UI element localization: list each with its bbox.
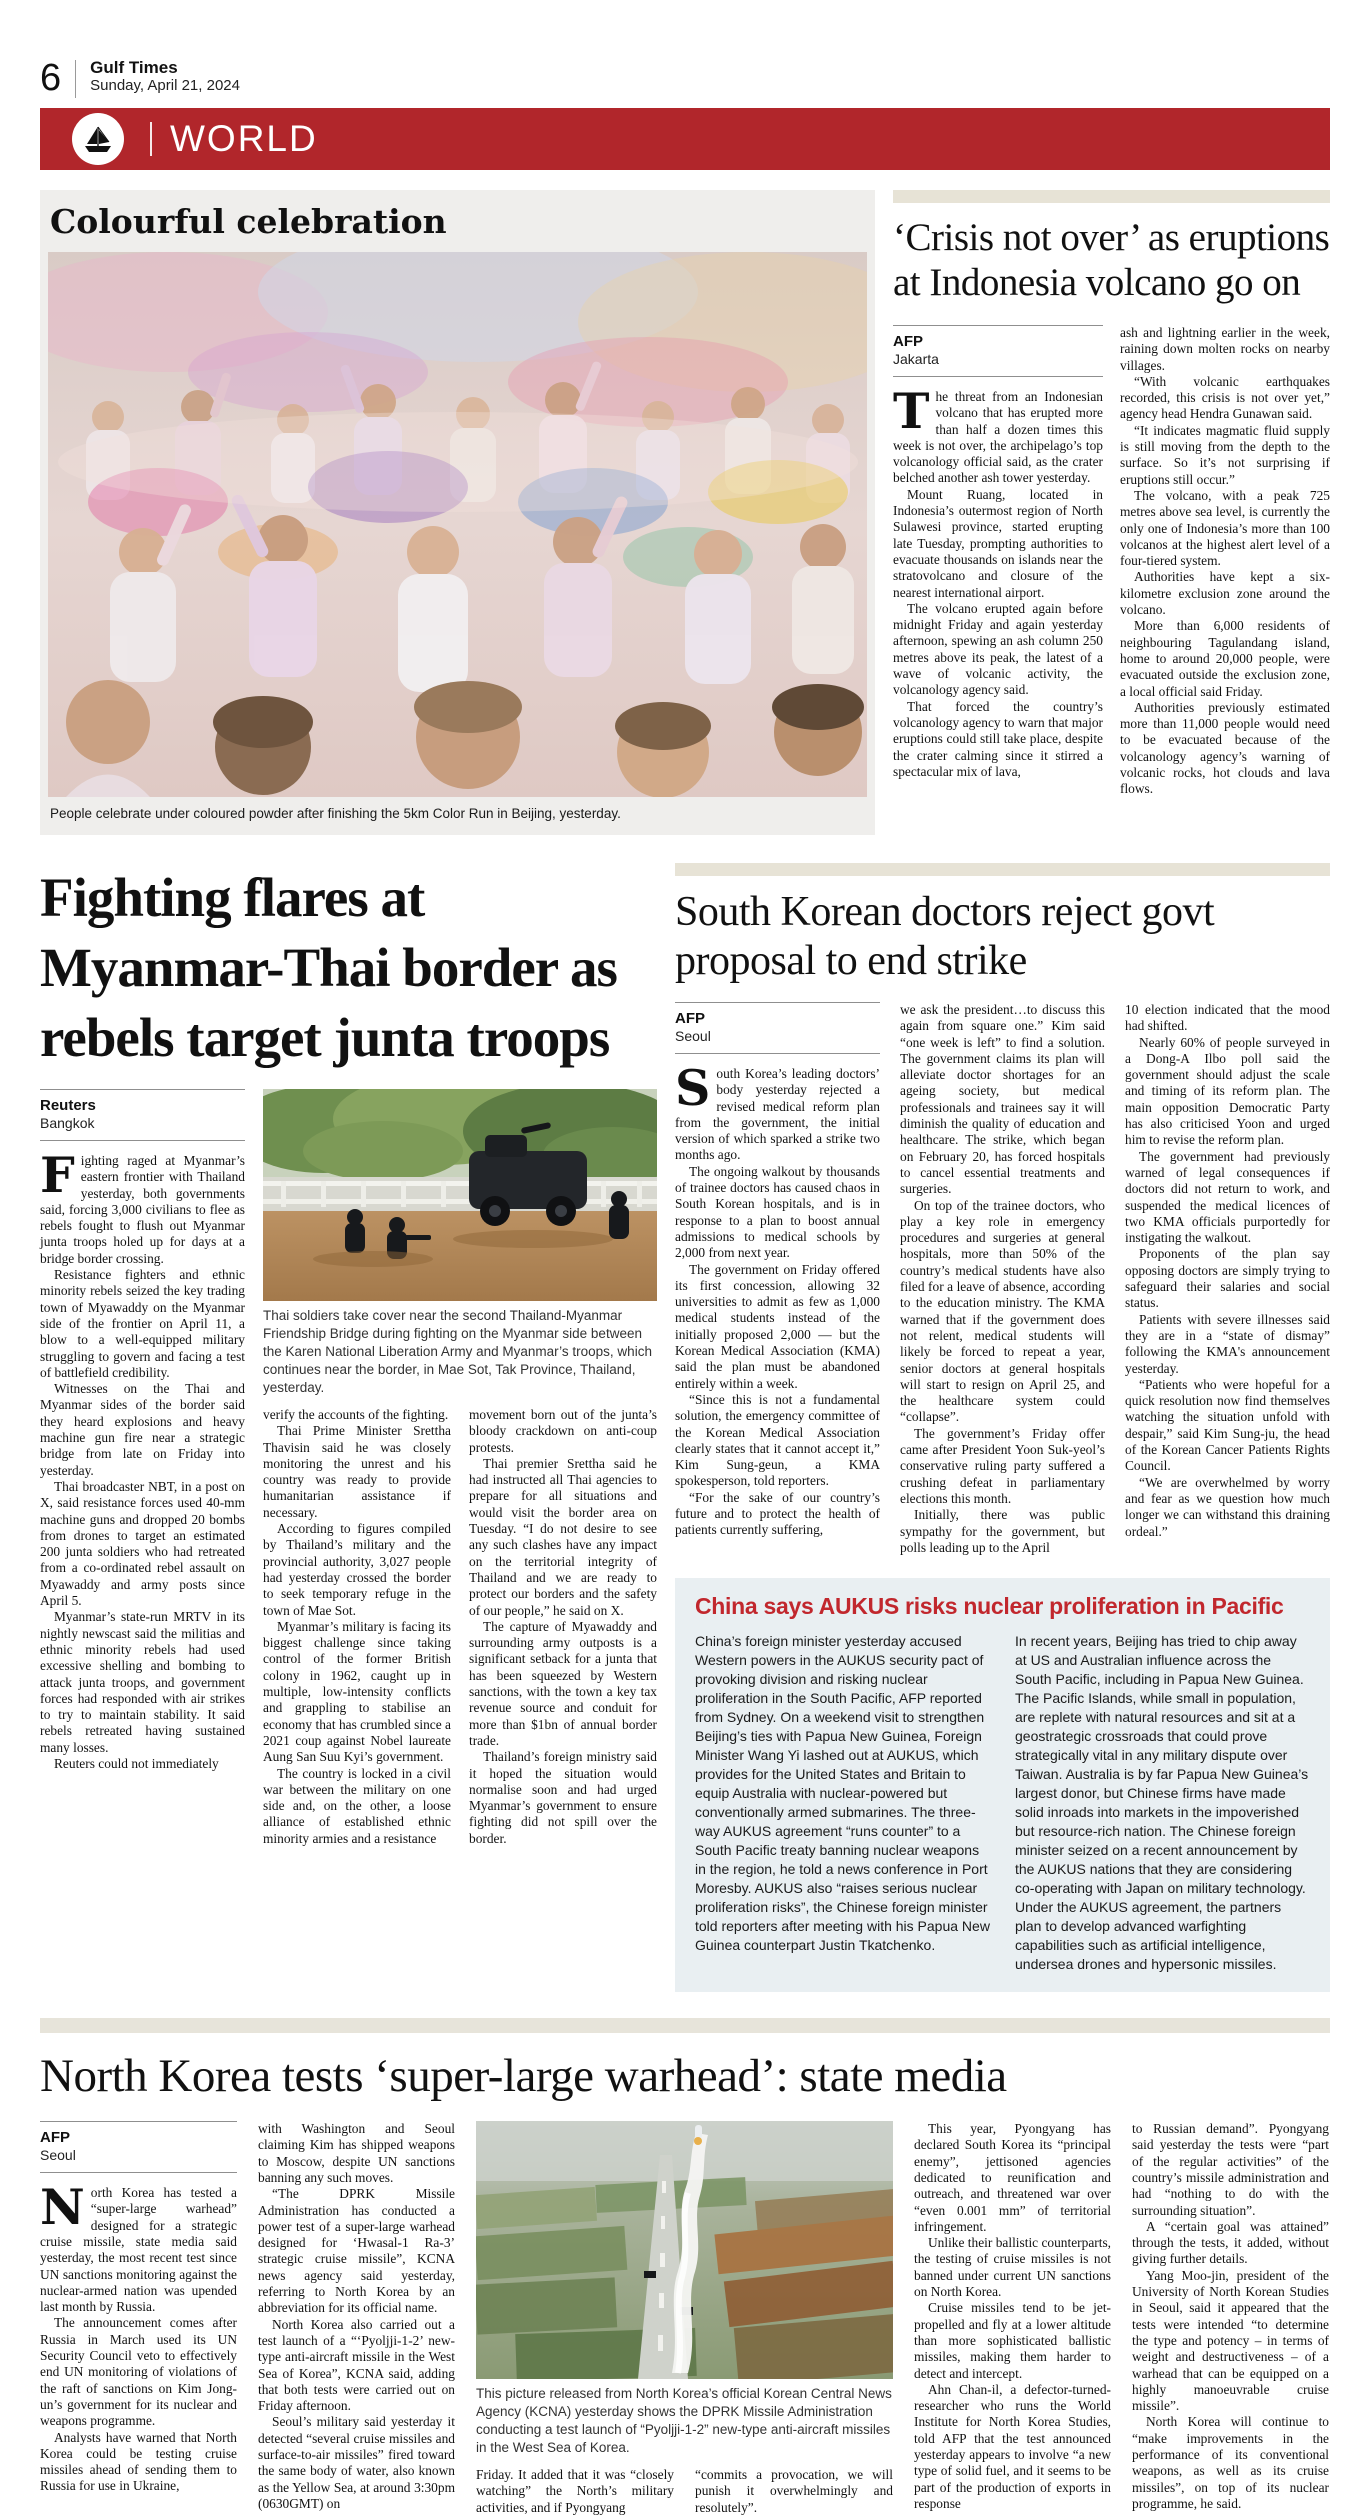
missile-launch-caption: This picture released from North Korea’s official Korean Central News Agency (KCNA) yesterday shows the DPRK Missile Administration conducting a test launch of “Pyoljji-1-2” new-type anti-aircraft missiles in the West Sea of Korea.	[476, 2386, 892, 2456]
body-paragraph: North Korea also carried out a test launch of a “‘Pyoljji-1-2’ new-type anti-aircraft missile in the West Sea of Korea”, KCNA said, adding that both tests were carried out on Friday afternoon.	[258, 2316, 455, 2414]
colour-run-caption: People celebrate under coloured powder after finishing the 5km Color Run in Beijing, yesterday.	[50, 806, 621, 821]
body-paragraph: verify the accounts of the fighting.	[263, 1407, 449, 1422]
body-paragraph: A “certain goal was attained” through the tests, it added, without giving further details.	[1132, 2218, 1329, 2267]
volcano-column-1	[893, 325, 1103, 798]
colour-run-photo	[48, 252, 867, 797]
body-paragraph: Cruise missiles tend to be jet-propelled and fly at a lower altitude than more sophisticated ballistic missiles, making them harder to detect and intercept.	[914, 2300, 1111, 2381]
top-band	[40, 190, 1330, 835]
banner-separator	[150, 122, 152, 156]
body-paragraph: The government on Friday offered its first concession, allowing 32 universities to admit as few as 1,000 medical students instead of the initially proposed 2,000 — but the Korean Medical Association (KMA) said the plan must be abandoned entirely within a week.	[675, 1261, 880, 1391]
dateline-city: Seoul	[675, 1028, 711, 1044]
body-paragraph: “With volcanic earthquakes recorded, this crisis is not over yet,” agency head Hendra Gunawan said.	[1120, 373, 1330, 422]
body-paragraph: Authorities have kept a six-kilometre exclusion zone around the volcano.	[1120, 569, 1330, 618]
nkorea-column-4	[695, 2467, 893, 2516]
body-paragraph: “commits a provocation, we will punish it overwhelmingly and resolutely”.	[695, 2467, 893, 2515]
volcano-headline: ‘Crisis not over’ as eruptions at Indonesia volcano go on	[893, 216, 1330, 304]
body-paragraph: Myanmar’s state-run MRTV in its nightly newscast said the militias and ethnic minority rebels had used excessive shelling and bombing to attack junta troops, and government forces had responded with air strikes to try to maintain stability. It said rebels retreated having sustained many losses.	[40, 1609, 245, 1755]
nkorea-column-5	[914, 2121, 1111, 2516]
body-paragraph: Yang Moo-jin, president of the University of North Korean Studies in Seoul, said it appeared that the tests were intended “to determine the type and potency – in terms of weight and destructiveness – of a warhead that can be equipped on a highly manoeuvrable cruise missile”.	[1132, 2267, 1329, 2414]
body-paragraph: North Korea has tested a “super-large warhead” designed for a strategic cruise missile, state media said yesterday, the most recent test since UN sanctions monitoring against the nuclear-armed nation was upended last month by Russia.	[40, 2178, 237, 2315]
nkorea-section-bar	[40, 2018, 1330, 2033]
doctors-article	[675, 863, 1330, 1556]
masthead-divider	[75, 60, 76, 98]
body-paragraph: Thailand’s foreign ministry said it hoped the situation would normalise soon and had urged Myanmar’s government to ensure fighting did not spill over the border.	[469, 1749, 657, 1846]
body-paragraph: Mount Ruang, located in Indonesia’s outermost region of North Sulawesi province, started erupting late Tuesday, prompting authorities to evacuate thousands on islands near the stratovolcano and closure of the nearest international airport.	[893, 486, 1103, 600]
volcano-article	[893, 190, 1330, 835]
news-agency: Reuters	[40, 1097, 96, 1114]
body-paragraph: That forced the country’s volcanology agency to warn that major eruptions could still take place, despite the crater calming since it stirred a spectacular mix of lava,	[893, 698, 1103, 779]
body-paragraph: The volcano erupted again before midnight Friday and again yesterday afternoon, spewing an ash column 250 metres above its peak, the latest of a wave of volcanic activity, the volcanology agency said.	[893, 600, 1103, 698]
nkorea-column-1	[40, 2121, 237, 2516]
body-paragraph: “It indicates magmatic fluid supply is still moving from the depth to the surface. So it’s not surprising if eruptions still occur.”	[1120, 422, 1330, 487]
news-agency: AFP	[40, 2129, 70, 2147]
body-paragraph: Thai Prime Minister Srettha Thavisin said he was closely monitoring the unrest and his country was ready to provide humanitarian assistance if necessary.	[263, 1423, 451, 1520]
body-paragraph: Initially, there was public sympathy for the government, but polls leading up to the April	[900, 1507, 1105, 1555]
body-paragraph: “Since this is not a fundamental solution, the emergency committee of the Korean Medical Association clearly states that it cannot accept it,” Kim Sung-geun, a KMA spokesperson, told reporters.	[675, 1391, 880, 1489]
nkorea-column-3	[476, 2467, 674, 2516]
middle-band	[40, 863, 1330, 1992]
doctors-byline	[675, 1002, 880, 1054]
body-paragraph: Friday. It added that it was “closely watching” the North’s military activities, and if Pyongyang	[476, 2467, 674, 2515]
myanmar-byline	[40, 1089, 245, 1141]
body-paragraph: The capture of Myawaddy and surrounding army outposts is a significant setback for a junta that has been squeezed by Western sanctions, with the town a key tax revenue source and conduit for more than $1bn of annual border trade.	[469, 1618, 657, 1748]
myanmar-article	[40, 863, 657, 1992]
body-paragraph: Ahn Chan-il, a defector-turned-researcher who runs the World Institute for North Korea Studies, told AFP that the test announced yesterday appears to involve “a new type of solid fuel, and it seems to be part of the production of exports in response	[914, 2381, 1111, 2511]
myanmar-column-2	[263, 1407, 451, 1847]
body-paragraph: The announcement comes after Russia in March used its UN Security Council veto to effectively end UN monitoring of violations of the raft of sanctions on Kim Jong-un’s government for its nuclear and weapons programme.	[40, 2315, 237, 2429]
section-banner	[40, 108, 1330, 170]
body-paragraph: “For the sake of our country’s future and to protect the health of patients currently suffering,	[675, 1489, 880, 1538]
body-paragraph: This year, Pyongyang has declared South Korea its “principal enemy”, jettisoned agencies dedicated to reunification and outreach, and threatened war over “even 0.001 mm” of territorial infringement.	[914, 2121, 1111, 2234]
nkorea-byline	[40, 2121, 237, 2173]
thai-soldiers-caption: Thai soldiers take cover near the second Thailand-Myanmar Friendship Bridge during fighting on the Myanmar side between the Karen National Liberation Army and Myanmar’s troops, which continues near the border, in Mae Sot, Tak Province, Thailand, yesterday.	[263, 1308, 652, 1395]
doctors-column-1	[675, 1002, 880, 1556]
myanmar-column-1	[40, 1089, 245, 1847]
section-title: WORLD	[170, 118, 318, 159]
body-paragraph: Thai broadcaster NBT, in a post on X, said resistance forces used 40-mm machine guns and dropped 20 bombs from drones to target an estimated 200 junta soldiers who had retreated from a co-ordinated rebel assault on Myawaddy and army posts since April 5.	[40, 1478, 245, 1609]
doctors-column-3	[1125, 1002, 1330, 1556]
body-paragraph: Analysts have warned that North Korea could be testing cruise missiles ahead of sending them to Russia for use in Ukraine,	[40, 2429, 237, 2494]
body-paragraph: with Washington and Seoul claiming Kim has shipped weapons to Moscow, despite UN sanctions banning any such moves.	[258, 2121, 455, 2185]
newspaper-page	[40, 0, 1330, 2516]
body-paragraph: Resistance fighters and ethnic minority rebels seized the key trading town of Myawaddy on the Myanmar side of the frontier on April 11, a blow to a well-equipped military struggling to govern and facing a test of battlefield credibility.	[40, 1267, 245, 1380]
publication-block	[90, 58, 240, 95]
body-paragraph: Myanmar’s military is facing its biggest challenge since taking control of the former British colony in 1962, caught up in multiple, low-intensity conflicts and grappling to stabilise an economy that has crumbled since a 2021 coup against Nobel laureate Aung San Suu Kyi’s government.	[263, 1618, 451, 1765]
body-paragraph: Witnesses on the Thai and Myanmar sides of the border said they heard explosions and heavy machine gun fire near a strategic bridge from late on Friday into yesterday.	[40, 1381, 245, 1478]
dateline-city: Jakarta	[893, 351, 939, 367]
news-agency: AFP	[893, 333, 923, 350]
gulf-times-dhow-logo	[72, 113, 124, 165]
body-paragraph: we ask the president…to discuss this again from square one.” Kim said “one week is left” to find a solution. The government claims its plan will alleviate doctor shortages for an ageing society, but medical professionals and trainees say it will diminish the quality of education and healthcare. The strike, which began on February 20, has forced hospitals to cancel essential treatments and surgeries.	[900, 1002, 1105, 1197]
nkorea-headline: North Korea tests ‘super-large warhead’: state media	[40, 2050, 1007, 2103]
body-paragraph: The threat from an Indonesian volcano that has erupted more than half a dozen times this week is not over, the archipelago’s top volcanology official said, as the crater belched another ash tower yesterday.	[893, 382, 1103, 486]
publication-name: Gulf Times	[90, 58, 178, 77]
doctors-headline: South Korean doctors reject govt proposal to end strike	[675, 889, 1215, 984]
aukus-column-1: China’s foreign minister yesterday accused Western powers in the AUKUS security pact of provoking division and risking nuclear proliferation in the South Pacific, AFP reported from Sydney. On a weekend visit to strengthen Beijing’s ties with Papua New Guinea, Foreign Minister Wang Yi lashed out at AUKUS, which provides for the United States and Britain to equip Australia with nuclear-powered but conventionally armed submarines. The three-way AUKUS agreement “runs counter” to a South Pacific treaty banning nuclear weapons in the region, he told a news conference in Port Moresby. AUKUS also “raises serious nuclear proliferation risks”, the Chinese foreign minister told reporters after meeting with his Papua New Guinea counterpart Justin Tkatchenko.	[695, 1633, 990, 1954]
doctors-aukus-stack	[675, 863, 1330, 1992]
volcano-kicker-bar	[893, 190, 1330, 203]
body-paragraph: More than 6,000 residents of neighbouring Tagulandang island, home to around 20,000 people, were evacuated outside the exclusion zone, a local official said Friday.	[1120, 618, 1330, 699]
body-paragraph: The government’s Friday offer came after President Yoon Suk-yeol’s conservative ruling party suffered a crushing defeat in parliamentary elections this month.	[900, 1425, 1105, 1506]
myanmar-photo-block	[263, 1089, 657, 1847]
body-paragraph: Proponents of the plan say opposing doctors are simply trying to safeguard their salaries and social status.	[1125, 1246, 1330, 1311]
doctors-kicker-bar	[675, 863, 1330, 876]
body-paragraph: “We are overwhelmed by worry and fear as we question how much longer we can withstand this draining ordeal.”	[1125, 1474, 1330, 1539]
body-paragraph: Nearly 60% of people surveyed in a Dong-A Ilbo poll said the government should adjust the scale and timing of its reform plan. The main opposition Democratic Party has also criticised Yoon and urged him to revise the reform plan.	[1125, 1034, 1330, 1148]
body-paragraph: Thai premier Srettha said he had instructed all Thai agencies to prepare for all situations and would visit the border area on Tuesday. “I do not desire to see any such clashes have any impact on the territorial integrity of Thailand and we are ready to protect our borders and the safety of our people,” he said on X.	[469, 1455, 657, 1618]
colour-run-title: Colourful celebration	[50, 202, 447, 241]
body-paragraph: “The DPRK Missile Administration has conducted a power test of a super-large warhead designed for ‘Hwasal-1 Ra-3’ strategic cruise missile”, KCNA news agency said yesterday, referring to North Korea by an abbreviation for its official name.	[258, 2186, 455, 2316]
dateline-city: Seoul	[40, 2147, 76, 2164]
news-agency: AFP	[675, 1010, 705, 1027]
myanmar-headline: Fighting flares at Myanmar-Thai border as rebels target junta troops	[40, 867, 617, 1068]
nkorea-photo-block	[476, 2121, 893, 2516]
body-paragraph: 10 election indicated that the mood had shifted.	[1125, 1002, 1330, 1034]
publication-date: Sunday, April 21, 2024	[90, 77, 240, 94]
body-paragraph: The volcano, with a peak 725 metres above sea level, is currently the only one of Indonesia’s more than 100 volcanos at the highest alert level of a four-tiered system.	[1120, 487, 1330, 569]
nkorea-article	[40, 2018, 1330, 2516]
body-paragraph: “Patients who were hopeful for a quick resolution now find themselves watching the situation unfold with despair,” said Kim Sung-ju, the head of the Korean Cancer Patients Rights Council.	[1125, 1376, 1330, 1474]
body-paragraph: The country is locked in a civil war between the military on one side and, on the other, a loose alliance of established ethnic minority armies and a resistance	[263, 1765, 451, 1846]
body-paragraph: The government had previously warned of legal consequences if doctors did not return to work, and suspended the medical licences of two KMA officials purportedly for instigating the walkout.	[1125, 1148, 1330, 1246]
body-paragraph: According to figures compiled by Thailand’s military and the provincial authority, 3,027 people had yesterday crossed the border to seek temporary refuge in the town of Mae Sot.	[263, 1521, 451, 1618]
page-number: 6	[40, 57, 62, 99]
myanmar-column-3	[469, 1407, 657, 1847]
colour-run-panel	[40, 190, 875, 835]
volcano-byline	[893, 325, 1103, 377]
page-masthead	[40, 58, 1330, 98]
body-paragraph: Seoul’s military said yesterday it detected “several cruise missiles and surface-to-air missiles” fired toward the same body of water, also known as the Yellow Sea, at around 3:30pm (0630GMT) on	[258, 2414, 455, 2511]
body-paragraph: North Korea will continue to “make improvements in the performance of its conventional weapons, as well as its cruise missiles”, on top of its nuclear programme, he said.	[1132, 2414, 1329, 2511]
nkorea-column-2	[258, 2121, 455, 2516]
body-paragraph: South Korea’s leading doctors’ body yesterday rejected a revised medical reform plan from the government, the initial version of which sparked a strike two months ago.	[675, 1059, 880, 1163]
body-paragraph: ash and lightning earlier in the week, raining down molten rocks on nearby villages.	[1120, 325, 1330, 373]
aukus-column-2: In recent years, Beijing has tried to chip away at US and Australian influence across the South Pacific, including in Papua New Guinea. The Pacific Islands, while small in population, are replete with natural resources and sit at a geostrategic crossroads that could prove strategically vital in any military dispute over Taiwan. Australia is by far Papua New Guinea’s largest donor, but Chinese firms have made solid inroads into markets in the impoverished but resource-rich nation. The Chinese foreign minister seized on a recent announcement by the AUKUS nations that they are considering co-operating with Japan on military technology. Under the AUKUS agreement, the partners plan to develop advanced warfighting capabilities such as artificial intelligence, undersea drones and hypersonic missiles.	[1015, 1633, 1309, 1973]
dateline-city: Bangkok	[40, 1115, 95, 1131]
aukus-box	[675, 1578, 1330, 1992]
volcano-column-2	[1120, 325, 1330, 798]
doctors-column-2	[900, 1002, 1105, 1556]
body-paragraph: Unlike their ballistic counterparts, the testing of cruise missiles is not banned under current UN sanctions on North Korea.	[914, 2235, 1111, 2300]
body-paragraph: Reuters could not immediately	[54, 1755, 219, 1771]
body-paragraph: Patients with severe illnesses said they are in a “state of dismay” following the KMA's announcement yesterday.	[1125, 1311, 1330, 1376]
body-paragraph: On top of the trainee doctors, who play a key role in emergency procedures and surgeries at general hospitals, more than 50% of the country’s medical students have also filed for a leave of absence, according to the education ministry. The KMA warned that if the government does not relent, medical students will likely be forced to repeat a year, senior doctors at general hospitals will start to resign on April 25, and the healthcare system could “collapse”.	[900, 1197, 1105, 1425]
aukus-title: China says AUKUS risks nuclear proliferation in Pacific	[695, 1593, 1284, 1620]
body-paragraph: The ongoing walkout by thousands of trainee doctors has caused chaos in South Korean hospitals, and is in response to a plan to boost annual admissions to medical schools by 2,000 from next year.	[675, 1163, 880, 1261]
body-paragraph: Authorities previously estimated more than 11,000 people would need to be evacuated because of the volcanology agency’s warning of volcanic rocks, hot clouds and lava flows.	[1120, 699, 1330, 797]
body-paragraph: movement born out of the junta’s bloody crackdown on anti-coup protests.	[469, 1407, 657, 1455]
missile-launch-photo	[476, 2121, 893, 2379]
nkorea-column-6	[1132, 2121, 1329, 2516]
thai-soldiers-photo	[263, 1089, 657, 1301]
body-paragraph: to Russian demand”. Pyongyang said yesterday the tests were “part of the regular activities” of the country’s missile administration and had “nothing to do with the surrounding situation”.	[1132, 2121, 1329, 2218]
body-paragraph: Fighting raged at Myanmar’s eastern frontier with Thailand yesterday, both governments said, forcing 3,000 civilians to flee as rebels fought to flush out Myanmar junta troops holed up for days at a bridge border crossing.	[40, 1146, 245, 1266]
dhow-boat-icon	[78, 119, 118, 159]
